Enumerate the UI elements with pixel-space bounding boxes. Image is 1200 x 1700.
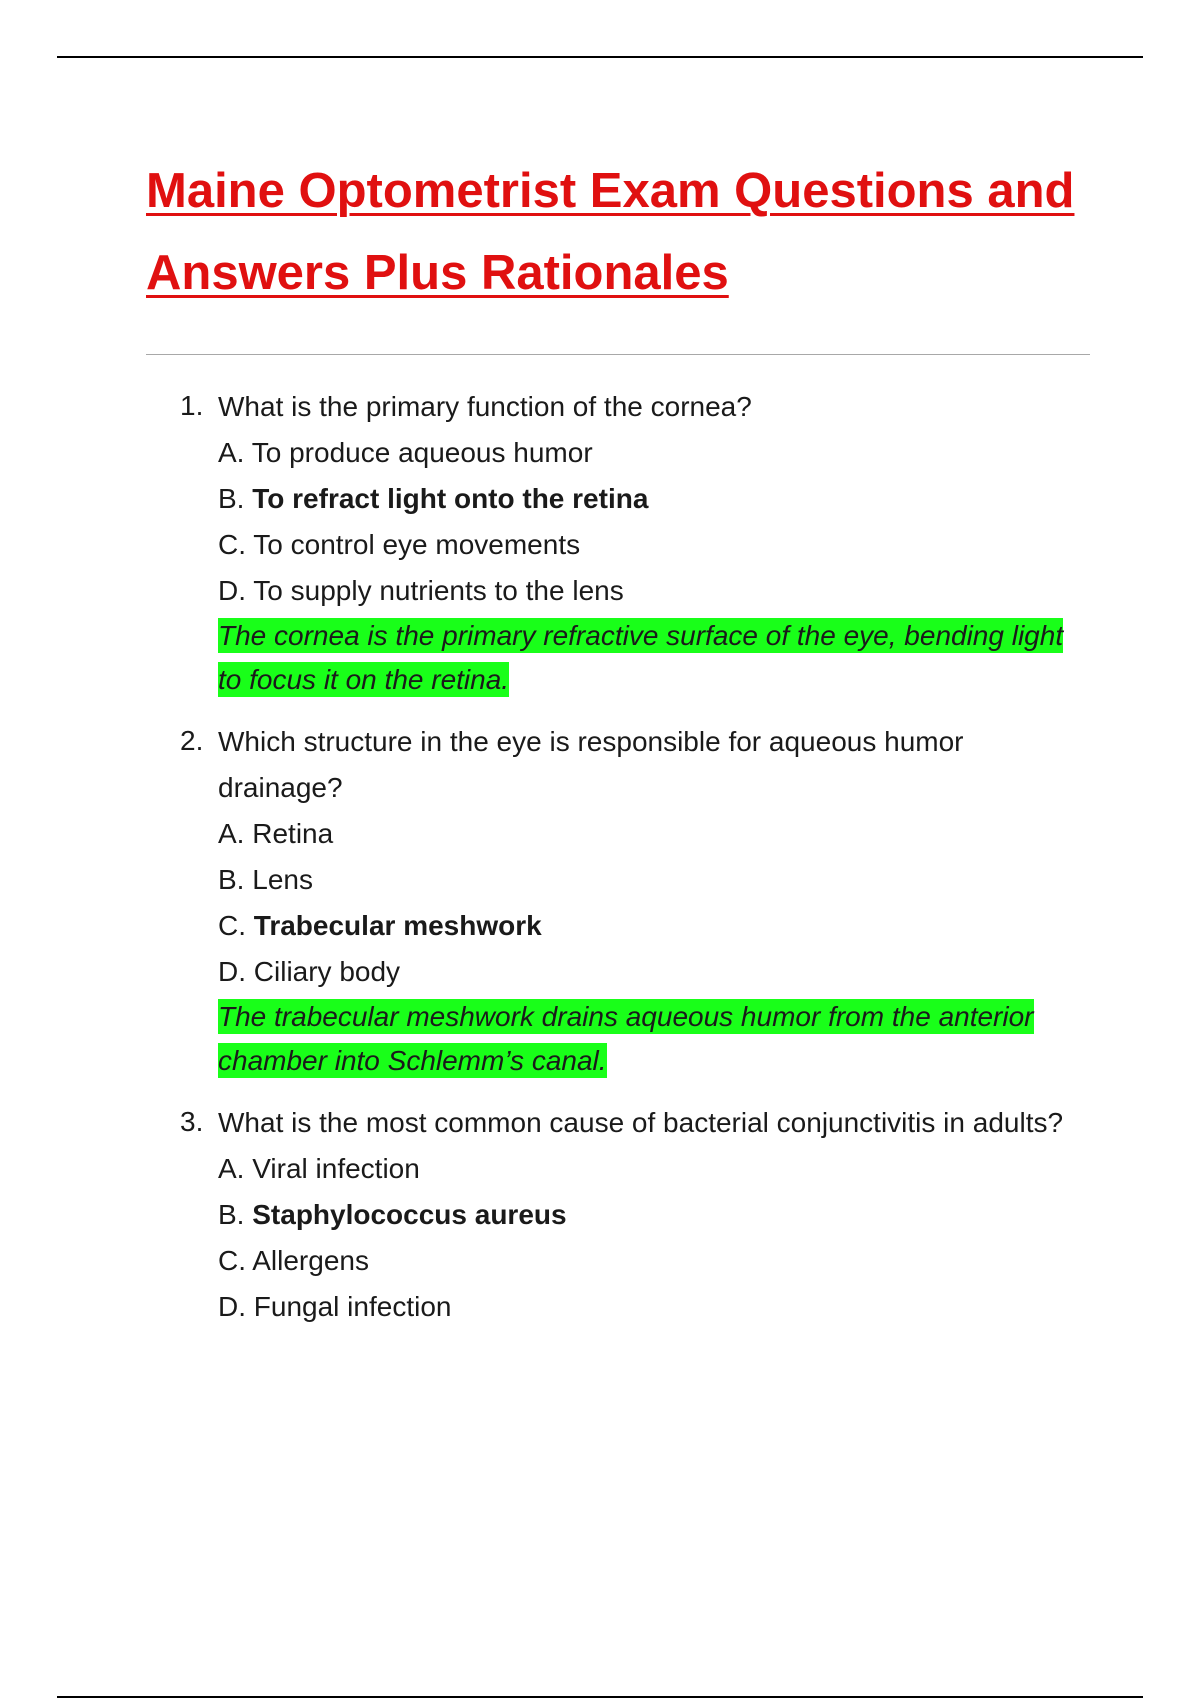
question-2: [180, 719, 1080, 1083]
option-text: Ciliary body: [253, 956, 401, 987]
question-text: Which structure in the eye is responsible for aqueous humor drainage?: [218, 726, 964, 803]
option-letter: D.: [218, 1291, 246, 1322]
option-d: [218, 949, 1080, 995]
option-text: Viral infection: [252, 1153, 420, 1184]
question-text: What is the primary function of the cornea?: [218, 391, 752, 422]
question-1: [180, 384, 1080, 702]
option-text: Fungal infection: [253, 1291, 452, 1322]
option-a: [218, 430, 1080, 476]
option-letter: A.: [218, 818, 245, 849]
option-c: [218, 1238, 1080, 1284]
header-rule: [57, 56, 1143, 58]
correct-option-text: Staphylococcus aureus: [252, 1199, 567, 1230]
option-text: To produce aqueous humor: [251, 437, 593, 468]
option-c: [218, 903, 1080, 949]
rationale-text: The cornea is the primary refractive surface of the eye, bending light to focus it on the retina.: [218, 620, 1064, 695]
option-letter: A.: [218, 1153, 245, 1184]
title-line-1: Maine Optometrist Exam Questions and: [146, 164, 1075, 218]
option-text: Allergens: [252, 1245, 369, 1276]
option-a: [218, 811, 1080, 857]
option-text: Lens: [252, 864, 313, 895]
option-letter: D.: [218, 575, 246, 606]
question-text: What is the most common cause of bacterial conjunctivitis in adults?: [218, 1107, 1064, 1138]
option-b: [218, 1192, 1080, 1238]
footer-rule: [57, 1696, 1143, 1698]
question-number: 2.: [180, 725, 204, 756]
option-letter: B.: [218, 864, 245, 895]
question-3: [180, 1100, 1080, 1330]
page-title: [146, 150, 1086, 314]
title-line-2: Answers Plus Rationales: [146, 246, 729, 300]
rationale: [218, 995, 1080, 1083]
option-d: [218, 568, 1080, 614]
option-letter: C.: [218, 529, 246, 560]
option-letter: D.: [218, 956, 246, 987]
option-text: To supply nutrients to the lens: [253, 575, 624, 606]
question-number: 3.: [180, 1106, 204, 1137]
correct-option-text: Trabecular meshwork: [253, 910, 542, 941]
option-letter: B.: [218, 1199, 245, 1230]
option-b: [218, 476, 1080, 522]
correct-option-text: To refract light onto the retina: [252, 483, 649, 514]
option-text: To control eye movements: [253, 529, 581, 560]
option-c: [218, 522, 1080, 568]
option-letter: A.: [218, 437, 245, 468]
option-letter: C.: [218, 910, 246, 941]
option-letter: B.: [218, 483, 245, 514]
option-b: [218, 857, 1080, 903]
rationale-text: The trabecular meshwork drains aqueous humor from the anterior chamber into Schlemm’s canal.: [218, 1001, 1034, 1076]
section-divider: [146, 354, 1090, 355]
option-text: Retina: [252, 818, 334, 849]
rationale: [218, 614, 1080, 702]
option-d: [218, 1284, 1080, 1330]
option-a: [218, 1146, 1080, 1192]
question-number: 1.: [180, 390, 204, 421]
option-letter: C.: [218, 1245, 246, 1276]
